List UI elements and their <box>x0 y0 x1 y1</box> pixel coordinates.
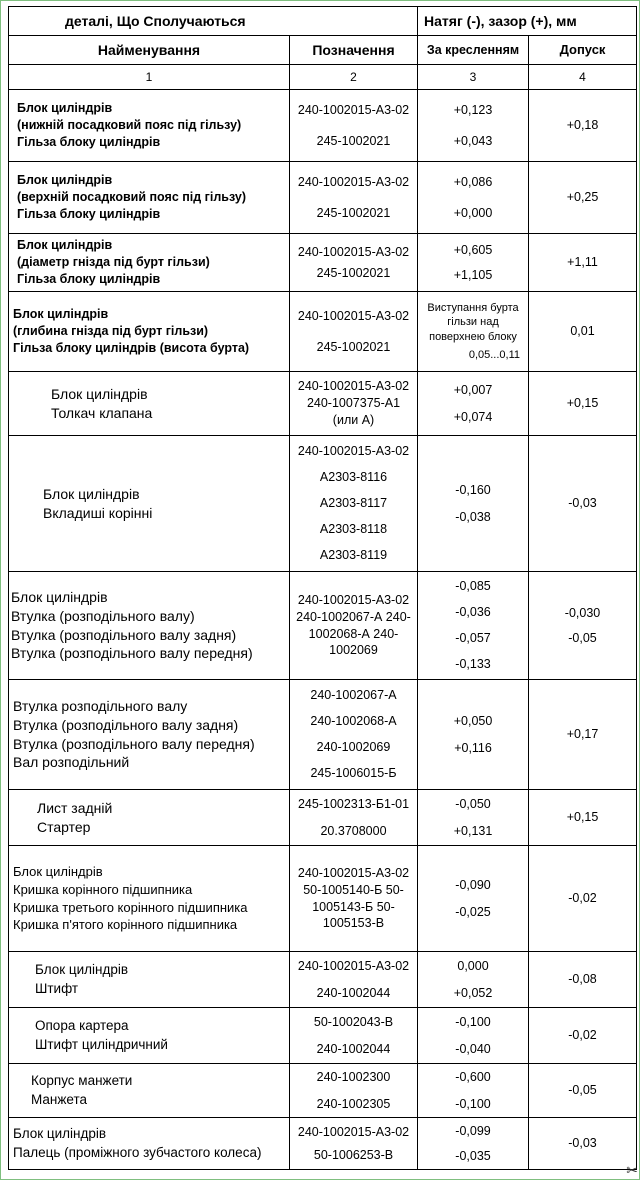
drawing-value: -0,040 <box>455 1041 491 1056</box>
part-names <box>9 372 290 436</box>
part-name: Гільза блоку циліндрів <box>17 134 161 149</box>
table-row <box>9 1118 637 1170</box>
part-name: Втулка (розподільного валу задня) <box>11 626 237 643</box>
tolerance-value: -0,05 <box>568 630 597 645</box>
part-names <box>9 952 290 1008</box>
designation: 240-1002015-А3-02 <box>297 379 410 394</box>
drawing-value: +0,007 <box>453 382 493 397</box>
designation: 240-1002015-А3-02 <box>297 444 410 459</box>
part-name: (діаметр гнізда під бурт гільзи) <box>17 255 210 270</box>
designation: 240-1002015-А3-02 <box>297 592 410 607</box>
tolerance-value: +0,18 <box>566 118 599 133</box>
part-name: Блок циліндрів <box>35 962 129 978</box>
designation: 240-1002305 <box>316 1096 391 1111</box>
designations <box>290 234 418 292</box>
table-row <box>9 790 637 846</box>
part-name: Вал розподільний <box>13 754 130 771</box>
drawing-values <box>418 790 529 846</box>
drawing-value: -0,090 <box>455 877 491 892</box>
part-name: Лист задній <box>37 799 113 816</box>
part-name: Блок циліндрів <box>13 1126 107 1142</box>
drawing-values <box>418 372 529 436</box>
drawing-value: +0,074 <box>453 409 493 424</box>
part-name: Блок циліндрів <box>11 588 108 605</box>
drawing-value: -0,050 <box>455 796 491 811</box>
table-row <box>9 1064 637 1118</box>
tolerance <box>529 1118 637 1170</box>
part-names <box>9 292 290 372</box>
tolerance <box>529 790 637 846</box>
tolerance <box>529 1008 637 1064</box>
header-row-2 <box>9 36 637 65</box>
tolerance-value: -0,08 <box>568 972 597 987</box>
designations <box>290 1008 418 1064</box>
tolerance-value: +1,11 <box>567 255 598 270</box>
part-names <box>9 1064 290 1118</box>
col-number-2: 2 <box>290 65 418 90</box>
designation: А2303-8116 <box>319 470 388 485</box>
tolerance <box>529 90 637 162</box>
col-number-4: 4 <box>529 65 637 90</box>
part-name: Блок циліндрів <box>17 173 113 188</box>
col-drawing-header: За кресленням <box>418 36 529 65</box>
part-names <box>9 436 290 572</box>
designation: 245-1002021 <box>316 205 391 220</box>
designation: 240-1002015-А3-02 <box>297 865 410 880</box>
tolerance-value: +0,15 <box>566 810 599 825</box>
tolerance-value: 0,01 <box>570 324 595 339</box>
part-name: Блок циліндрів <box>43 485 140 502</box>
drawing-value: -0,025 <box>455 904 491 919</box>
part-name: Блок циліндрів <box>51 385 148 402</box>
designations <box>290 1118 418 1170</box>
drawing-value: -0,057 <box>455 631 491 645</box>
tolerance <box>529 680 637 790</box>
part-names <box>9 572 290 680</box>
part-name: Кришка третього корінного підшипника <box>13 899 248 915</box>
designation: 245-1002021 <box>316 265 391 280</box>
drawing-note: Виступання бурта гільзи над поверхнею блоку <box>427 301 519 343</box>
part-name: Блок циліндрів <box>13 307 109 322</box>
tolerance-value: -0,03 <box>568 1136 597 1151</box>
drawing-value: -0,100 <box>455 1014 491 1029</box>
part-name: Втулка (розподільного валу передня) <box>11 645 253 662</box>
part-name: Гільза блоку циліндрів (висота бурта) <box>13 340 250 355</box>
part-name: Втулка (розподільного валу) <box>11 607 195 624</box>
designation: 50-1005140-Б 50-1005143-Б 50-1005153-В <box>303 882 404 931</box>
designation: 240-1002015-А3-02 <box>297 958 410 973</box>
tolerance-value: -0,05 <box>568 1083 597 1098</box>
drawing-values <box>418 234 529 292</box>
drawing-values <box>418 952 529 1008</box>
drawing-values <box>418 1008 529 1064</box>
drawing-value: +0,052 <box>453 985 493 1000</box>
designation: А2303-8118 <box>319 521 388 536</box>
tolerance-value: +0,25 <box>566 190 599 205</box>
tolerance-value: +0,17 <box>566 727 599 742</box>
parts-title: деталі, Що Сполучаються <box>9 7 418 36</box>
table-row <box>9 952 637 1008</box>
designations <box>290 572 418 680</box>
tolerance <box>529 846 637 952</box>
designation: А2303-8117 <box>319 496 388 511</box>
designations <box>290 436 418 572</box>
tolerance-value: -0,02 <box>568 1028 597 1043</box>
drawing-values <box>418 846 529 952</box>
part-name: Блок циліндрів <box>13 864 103 880</box>
drawing-values <box>418 680 529 790</box>
drawing-value: -0,600 <box>455 1069 491 1084</box>
drawing-value: +0,116 <box>454 740 492 755</box>
drawing-value: +0,123 <box>453 102 493 117</box>
table-row <box>9 90 637 162</box>
part-name: Блок циліндрів <box>17 101 113 116</box>
tolerance <box>529 292 637 372</box>
part-name: Втулка (розподільного валу задня) <box>13 716 239 733</box>
drawing-value: +0,043 <box>453 133 493 148</box>
table-row <box>9 846 637 952</box>
designations <box>290 952 418 1008</box>
part-name: Палець (проміжного зубчастого колеса) <box>13 1144 262 1160</box>
part-name: Кришка корінного підшипника <box>13 881 193 897</box>
drawing-value: +0,605 <box>453 242 493 257</box>
part-name: (глибина гнізда під бурт гільзи) <box>13 324 209 339</box>
table-row <box>9 162 637 234</box>
drawing-values <box>418 572 529 680</box>
table-row <box>9 292 637 372</box>
tolerance-value: -0,03 <box>568 496 597 511</box>
designations <box>290 680 418 790</box>
table-row <box>9 234 637 292</box>
part-names <box>9 234 290 292</box>
part-names <box>9 1118 290 1170</box>
drawing-value: -0,100 <box>455 1096 491 1111</box>
drawing-value: -0,133 <box>455 656 491 671</box>
part-name: (нижній посадковий пояс під гільзу) <box>17 118 242 133</box>
designation: 240-1007375-А1 (или А) <box>306 396 401 427</box>
drawing-values <box>418 162 529 234</box>
designation: 240-1002015-А3-02 <box>297 174 410 189</box>
designation: 240-1002044 <box>316 1041 391 1056</box>
designation: 240-1002069 <box>316 740 391 754</box>
designation: 245-1006015-Б <box>310 765 397 780</box>
part-name: Манжета <box>31 1091 87 1107</box>
designation: 50-1002043-В <box>313 1014 394 1029</box>
drawing-note-cell <box>418 292 529 372</box>
part-name: Опора картера <box>35 1018 129 1034</box>
designations <box>290 90 418 162</box>
part-name: Втулка (розподільного валу передня) <box>13 735 255 752</box>
designation: 245-1002021 <box>316 339 391 354</box>
header-row-numbers <box>9 65 637 90</box>
drawing-value: +0,000 <box>453 205 493 220</box>
part-names <box>9 680 290 790</box>
part-name: (верхній посадковий пояс під гільзу) <box>17 190 246 205</box>
designations <box>290 790 418 846</box>
drawing-value: -0,085 <box>455 579 491 594</box>
part-name: Толкач клапана <box>51 404 153 421</box>
drawing-value: -0,038 <box>455 509 491 524</box>
part-names <box>9 846 290 952</box>
tolerance <box>529 952 637 1008</box>
drawing-values <box>418 436 529 572</box>
drawing-value: 0,000 <box>457 958 489 973</box>
part-names <box>9 790 290 846</box>
part-names <box>9 90 290 162</box>
designation: 245-1002021 <box>316 133 391 148</box>
col-number-3: 3 <box>418 65 529 90</box>
drawing-value: +0,050 <box>453 713 493 728</box>
tolerance <box>529 372 637 436</box>
tolerance <box>529 572 637 680</box>
col-name-header: Найменування <box>9 36 290 65</box>
drawing-value: -0,099 <box>455 1123 491 1138</box>
fits-table <box>8 6 637 1170</box>
tolerance <box>529 1064 637 1118</box>
designation: 20.3708000 <box>320 823 387 838</box>
part-name: Втулка розподільного валу <box>13 697 188 714</box>
tolerance-value: -0,02 <box>568 891 597 906</box>
part-name: Штифт <box>35 980 79 996</box>
part-name: Штифт циліндричний <box>35 1036 168 1052</box>
scissors-icon: ✂ <box>626 1162 638 1178</box>
designation: 245-1002313-Б1-01 <box>297 796 410 811</box>
designation: 240-1002015-А3-02 <box>297 102 410 117</box>
table-row <box>9 372 637 436</box>
table-row <box>9 1008 637 1064</box>
designation: 240-1002300 <box>316 1069 391 1084</box>
drawing-values <box>418 1118 529 1170</box>
table-row <box>9 680 637 790</box>
part-name: Корпус манжети <box>31 1073 133 1089</box>
fit-title: Натяг (-), зазор (+), мм <box>418 7 637 36</box>
designation: 240-1002015-А3-02 <box>297 308 410 323</box>
designations <box>290 292 418 372</box>
col-number-1: 1 <box>9 65 290 90</box>
designation: 50-1006253-В <box>313 1147 394 1162</box>
col-tolerance-header: Допуск <box>529 36 637 65</box>
table-row <box>9 572 637 680</box>
designation: 240-1002044 <box>316 985 391 1000</box>
part-name: Гільза блоку циліндрів <box>17 271 161 286</box>
part-names <box>9 1008 290 1064</box>
designation: 240-1002067-А 240-1002068-А 240-1002069 <box>296 609 411 658</box>
table-row <box>9 436 637 572</box>
drawing-values <box>418 1064 529 1118</box>
drawing-values <box>418 90 529 162</box>
part-names <box>9 162 290 234</box>
tolerance <box>529 436 637 572</box>
part-name: Стартер <box>37 818 91 835</box>
designation: А2303-8119 <box>319 547 388 562</box>
drawing-value: +0,131 <box>453 823 493 838</box>
designation: 240-1002067-А <box>310 688 397 703</box>
header-row-1 <box>9 7 637 36</box>
drawing-value: -0,036 <box>455 605 491 620</box>
part-name: Кришка п'ятого корінного підшипника <box>13 917 238 933</box>
drawing-range: 0,05...0,11 <box>468 348 521 361</box>
designation: 240-1002068-А <box>310 714 397 729</box>
tolerance-value: -0,030 <box>564 605 601 620</box>
designations <box>290 162 418 234</box>
part-name: Гільза блоку циліндрів <box>17 206 161 221</box>
designation: 240-1002015-А3-02 <box>297 244 410 259</box>
designations <box>290 846 418 952</box>
tolerance <box>529 162 637 234</box>
drawing-value: +0,086 <box>453 174 493 189</box>
designations <box>290 372 418 436</box>
designation: 240-1002015-А3-02 <box>297 1124 410 1139</box>
drawing-value: -0,160 <box>455 482 491 497</box>
col-designation-header: Позначення <box>290 36 418 65</box>
tolerance-value: +0,15 <box>566 396 599 411</box>
drawing-value: -0,035 <box>455 1148 491 1163</box>
part-name: Вкладиші корінні <box>43 504 153 521</box>
part-name: Блок циліндрів <box>17 238 113 253</box>
designations <box>290 1064 418 1118</box>
drawing-value: +1,105 <box>453 267 493 282</box>
tolerance <box>529 234 637 292</box>
